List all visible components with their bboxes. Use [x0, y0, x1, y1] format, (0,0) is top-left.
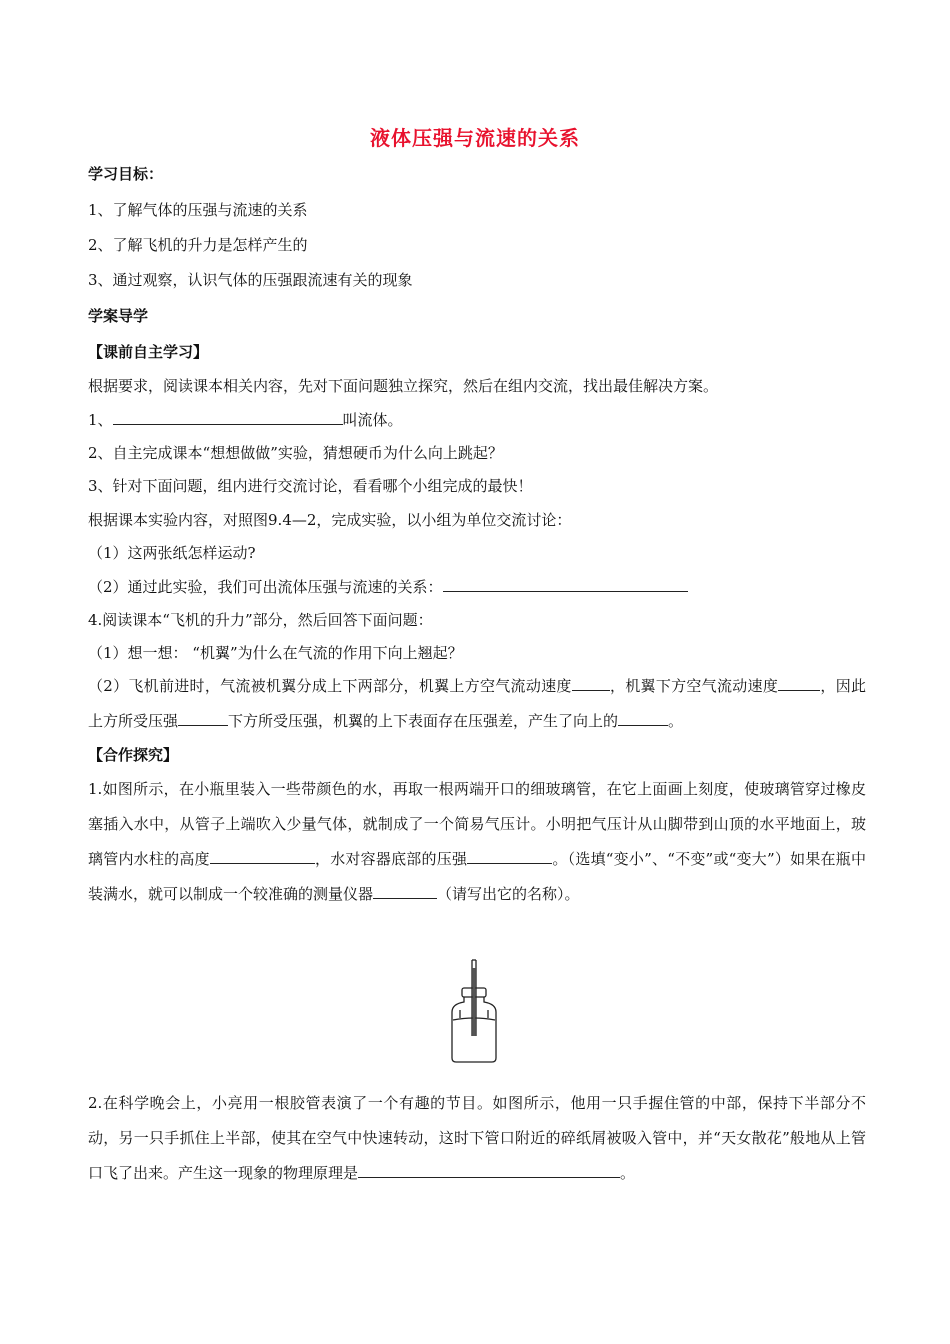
answer-blank[interactable]: [358, 1163, 620, 1178]
coop-q1-part-c: 。（选填“变小”、“不变”或“变大”）如果在瓶中装满水，就可以制成一个较准确的测量仪器: [88, 850, 866, 903]
question-4-2: [88, 669, 866, 739]
question-1: [88, 410, 403, 430]
q4-2-part-a: （2）飞机前进时，气流被机翼分成上下两部分，机翼上方空气流动速度: [88, 677, 572, 695]
coop-q1-part-a: 1.如图所示，在小瓶里装入一些带颜色的水，再取一根两端开口的细玻璃管，在它上面画上刻度，使玻璃管穿过橡皮塞插入水中，从管子上端吹入少量气体，就制成了一个简易气压计。小明把气压计从山脚带到山顶的水平地面上，玻璃管内水柱的高度: [88, 780, 866, 868]
page-title: 液体压强与流速的关系: [370, 126, 580, 150]
answer-blank[interactable]: [373, 884, 437, 899]
question-3-2: [88, 577, 688, 597]
question-2: 2、自主完成课本“想想做做”实验，猜想硬币为什么向上跳起？: [88, 444, 503, 462]
question-3-1: （1）这两张纸怎样运动?: [88, 544, 256, 562]
self-study-intro: 根据要求，阅读课本相关内容，先对下面问题独立探究，然后在组内交流，找出最佳解决方案。: [88, 377, 719, 395]
water-column: [473, 968, 476, 1036]
question-1-prefix: 1、: [88, 411, 113, 429]
coop-heading: 【合作探究】: [88, 746, 179, 764]
barometer-bottle-figure: [446, 958, 502, 1064]
coop-q1-part-d: （请写出它的名称）。: [437, 885, 580, 903]
answer-blank[interactable]: [618, 711, 668, 726]
answer-blank[interactable]: [467, 849, 552, 864]
q4-2-part-b: ，机翼下方空气流动速度: [609, 677, 779, 695]
coop-q2-part-b: 。: [620, 1164, 636, 1182]
answer-blank[interactable]: [443, 577, 688, 592]
goal-item-3: 3、通过观察，认识气体的压强跟流速有关的现象: [88, 271, 413, 289]
q4-2-part-e: 。: [668, 712, 684, 730]
answer-blank[interactable]: [572, 676, 610, 691]
self-study-heading: 【课前自主学习】: [88, 343, 209, 361]
answer-blank[interactable]: [778, 676, 820, 691]
guide-heading: 学案导学: [88, 307, 149, 325]
coop-q2-part-a: 2.在科学晚会上，小亮用一根胶管表演了一个有趣的节目。如图所示，他用一只手握住管的中部，保持下半部分不动，另一只手抓住上半部，使其在空气中快速转动，这时下管口附近的碎纸屑被吸入管中，并“天女散花”般地从上管口飞了出来。产生这一现象的物理原理是: [88, 1094, 866, 1182]
question-3-intro: 根据课本实验内容，对照图9.4—2，完成实验，以小组为单位交流讨论：: [88, 511, 572, 529]
question-3: 3、针对下面问题，组内进行交流讨论，看看哪个小组完成的最快！: [88, 477, 533, 495]
answer-blank[interactable]: [178, 711, 228, 726]
coop-question-1: [88, 772, 866, 912]
question-1-suffix: 叫流体。: [342, 411, 403, 429]
q4-2-part-d: 下方所受压强，机翼的上下表面存在压强差，产生了向上的: [228, 712, 619, 730]
goal-item-2: 2、了解飞机的升力是怎样产生的: [88, 236, 308, 254]
goals-heading: 学习目标：: [88, 165, 164, 183]
question-4: 4.阅读课本“飞机的升力”部分，然后回答下面问题：: [88, 611, 433, 629]
q4-2-part-c: ，因此上方所受压强: [88, 677, 866, 730]
coop-question-2: [88, 1086, 866, 1191]
coop-q1-part-b: ，水对容器底部的压强: [314, 850, 468, 868]
question-3-2-text: （2）通过此实验，我们可出流体压强与流速的关系：: [88, 578, 443, 596]
answer-blank[interactable]: [210, 849, 315, 864]
answer-blank[interactable]: [113, 410, 343, 425]
question-4-1: （1）想一想： “机翼”为什么在气流的作用下向上翘起？: [88, 644, 463, 662]
goal-item-1: 1、了解气体的压强与流速的关系: [88, 201, 308, 219]
